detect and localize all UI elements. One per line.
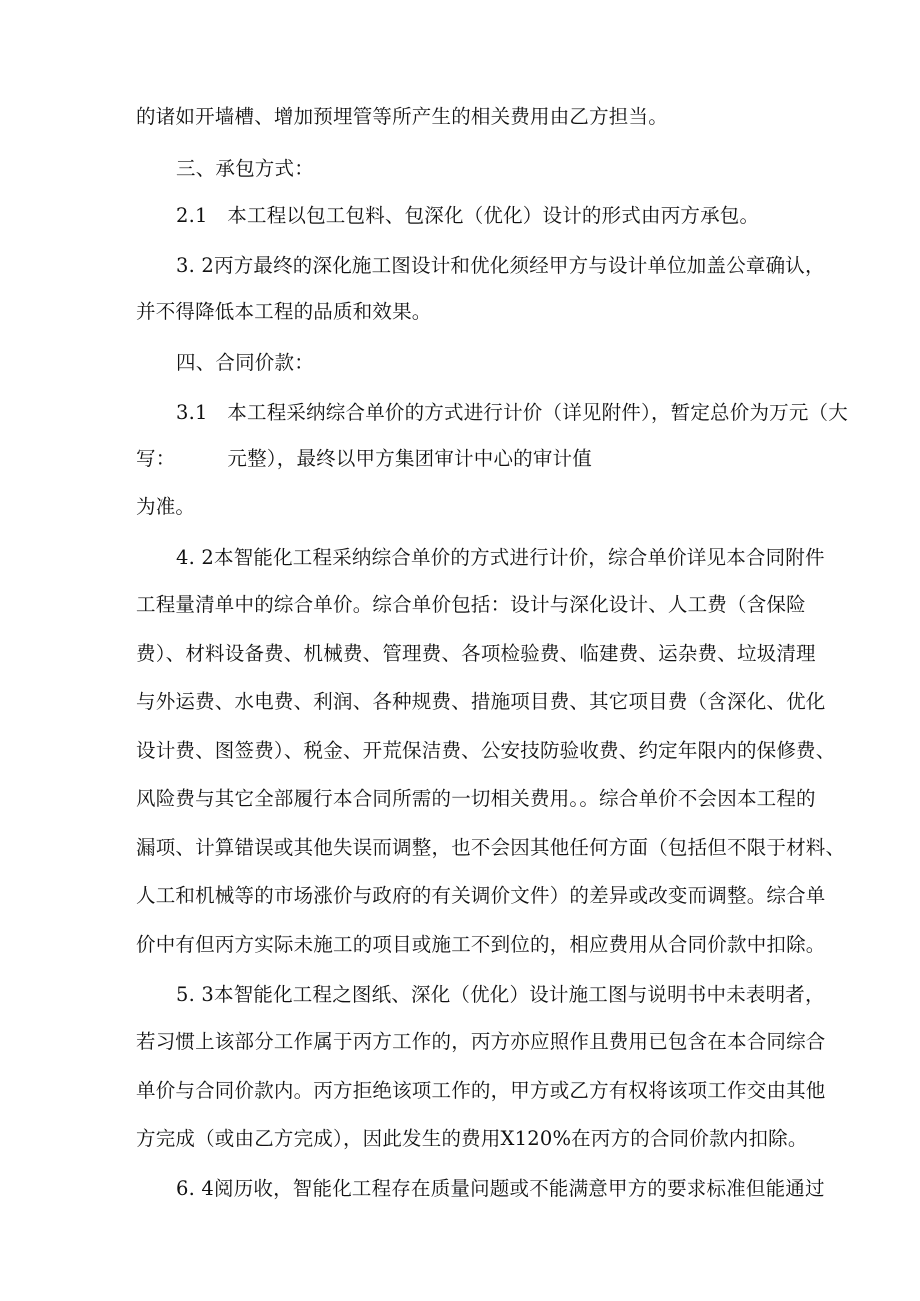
clause-6-4-line-1: 6. 4阅历收，智能化工程存在质量问题或不能满意甲方的要求标准但能通过 [176, 1177, 825, 1200]
clause-2-1: 2.1 本工程以包工包料、包深化（优化）设计的形式由丙方承包。 [176, 204, 760, 227]
clause-4-2-line-6: 风险费与其它全部履行本合同所需的一切相关费用。。综合单价不会因本工程的 [136, 787, 816, 810]
clause-3-1-line-2 [136, 446, 592, 472]
clause-3-1-line-1: 3.1 本工程采纳综合单价的方式进行计价（详见附件），暂定总价为万元（大 [176, 401, 848, 424]
clause-5-3-line-1: 5. 3本智能化工程之图纸、深化（优化）设计施工图与说明书中未表明者， [176, 983, 825, 1006]
clause-4-2-line-4: 与外运费、水电费、利润、各种规费、措施项目费、其它项目费（含深化、优化 [136, 690, 826, 713]
clause-4-2-line-8: 人工和机械等的市场涨价与政府的有关调价文件）的差异或改变而调整。综合单 [136, 884, 826, 907]
clause-4-2-line-7: 漏项、计算错误或其他失误而调整，也不会因其他任何方面（包括但不限于材料、 [136, 836, 846, 859]
clause-5-3-line-4: 方完成（或由乙方完成），因此发生的费用X120%在丙方的合同价款内扣除。 [136, 1127, 808, 1150]
section-heading-3: 三、承包方式： [176, 157, 314, 180]
clause-4-2-line-1: 4. 2本智能化工程采纳综合单价的方式进行计价，综合单价详见本合同附件 [176, 546, 825, 569]
section-heading-4: 四、合同价款： [176, 351, 314, 374]
clause-3-1-capital-label: 写： [136, 447, 176, 470]
clause-4-2-line-3: 费）、材料设备费、机械费、管理费、各项检验费、临建费、运杂费、垃圾清理 [136, 642, 816, 665]
clause-3-1-line-3: 为准。 [136, 495, 196, 518]
clause-3-2-line-1: 3. 2丙方最终的深化施工图设计和优化须经甲方与设计单位加盖公章确认， [176, 254, 825, 277]
clause-5-3-line-2: 若习惯上该部分工作属于丙方工作的，丙方亦应照作且费用已包含在本合同综合 [136, 1030, 826, 1053]
clause-4-2-line-9: 价中有但丙方实际未施工的项目或施工不到位的，相应费用从合同价款中扣除。 [136, 933, 826, 956]
clause-4-2-line-5: 设计费、图签费）、税金、开荒保洁费、公安技防验收费、约定年限内的保修费、 [136, 739, 836, 762]
clause-3-1-capital-rest: 元整），最终以甲方集团审计中心的审计值 [227, 447, 592, 470]
paragraph-line: 的诸如开墙槽、增加预埋管等所产生的相关费用由乙方担当。 [136, 105, 668, 128]
clause-3-2-line-2: 并不得降低本工程的品质和效果。 [136, 300, 432, 323]
clause-4-2-line-2: 工程量清单中的综合单价。综合单价包括：设计与深化设计、人工费（含保险 [136, 593, 806, 616]
clause-5-3-line-3: 单价与合同价款内。丙方拒绝该项工作的，甲方或乙方有权将该项工作交由其他 [136, 1079, 826, 1102]
